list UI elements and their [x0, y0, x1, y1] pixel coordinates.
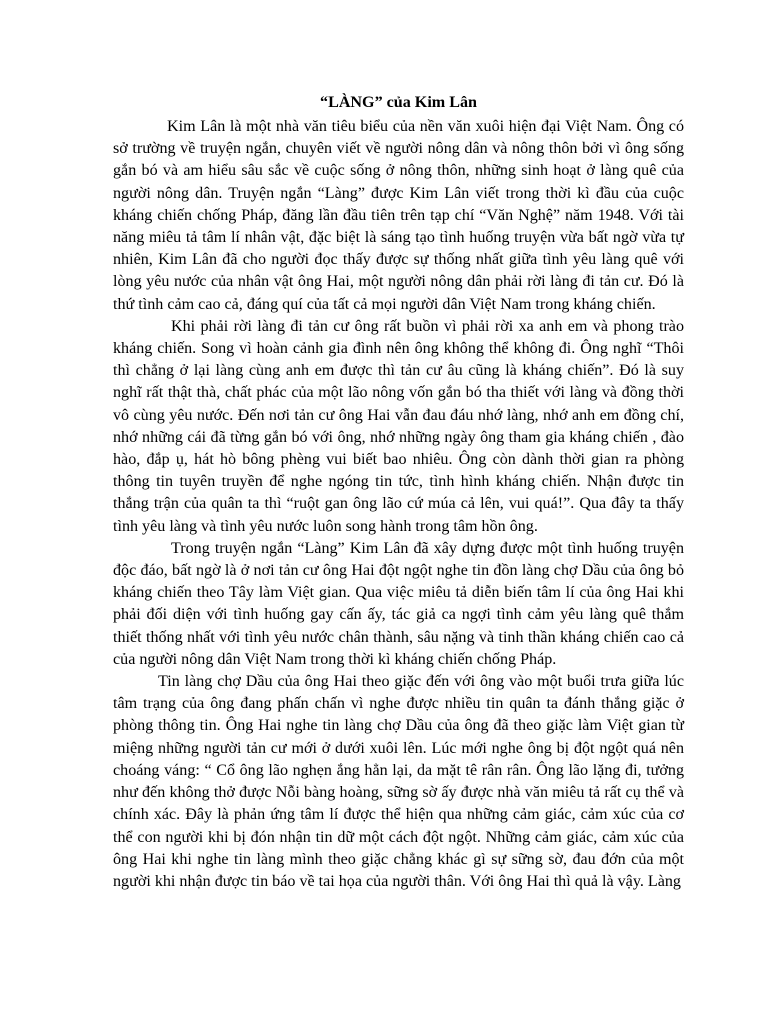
paragraph-intro: Kim Lân là một nhà văn tiêu biểu của nền văn xuôi hiện đại Việt Nam. Ông có sở trường về truyện ngắn, chuyên viết về người nông dân và nông thôn bởi vì ông sống gắn bó và am hiểu sâu sắc về cuộc sống ở nông thôn, những sinh hoạt ở làng quê của người nông dân. Truyện ngắn “Làng” được Kim Lân viết trong thời kì đầu của cuộc kháng chiến chống Pháp, đăng lần đầu tiên trên tạp chí “Văn Nghệ” năm 1948. Với tài năng miêu tả tâm lí nhân vật, đặc biệt là sáng tạo tình huống truyện vừa bất ngờ vừa tự nhiên, Kim Lân đã cho người đọc thấy được sự thống nhất giữa tình yêu làng quê với lòng yêu nước của nhân vật ông Hai, một người nông dân phải rời làng đi tản cư. Đó là thứ tình cảm cao cả, đáng quí của tất cả mọi người dân Việt Nam trong kháng chiến.	[113, 118, 684, 313]
paragraph-situation: Trong truyện ngắn “Làng” Kim Lân đã xây dựng được một tình huống truyện độc đáo, bất ngờ là ở nơi tản cư ông Hai đột ngột nghe tin đồn làng chợ Dầu của ông bỏ kháng chiến theo Tây làm Việt gian. Qua việc miêu tả diễn biến tâm lí của ông Hai khi phải đối diện với tình huống gay cấn ấy, tác giả ca ngợi tình cảm yêu làng quê thắm thiết thống nhất với tình yêu nước chân thành, sâu nặng và tinh thần kháng chiến cao cả của người nông dân Việt Nam trong thời kì kháng chiến chống Pháp.	[113, 539, 684, 668]
document-page	[113, 92, 684, 893]
paragraph-news: Tin làng chợ Dầu của ông Hai theo giặc đến với ông vào một buổi trưa giữa lúc tâm trạng của ông đang phấn chấn vì nghe được nhiều tin quân ta đánh thắng giặc ở phòng thông tin. Ông Hai nghe tin làng chợ Dầu của ông đã theo giặc làm Việt gian từ miệng những người tản cư mới ở dưới xuôi lên. Lúc mới nghe ông bị đột ngột quá nên choáng váng: “ Cổ ông lão nghẹn ắng hẳn lại, da mặt tê rân rân. Ông lão lặng đi, tưởng như đến không thở được Nỗi bàng hoàng, sững sờ ấy được nhà văn miêu tả rất cụ thể và chính xác. Đây là phản ứng tâm lí được thể hiện qua những cảm giác, cảm xúc của cơ thể con người khi bị đón nhận tin dữ một cách đột ngột. Những cảm giác, cảm xúc của ông Hai khi nghe tin làng mình theo giặc chẳng khác gì sự sững sờ, đau đớn của một người khi nhận được tin báo về tai họa của người thân. Với ông Hai thì quả là vậy. Làng	[113, 673, 684, 890]
document-title: “LÀNG” của Kim Lân	[320, 94, 477, 111]
paragraph-evacuation: Khi phải rời làng đi tản cư ông rất buồn vì phải rời xa anh em và phong trào kháng chiến. Song vì hoàn cảnh gia đình nên ông không thể không đi. Ông nghĩ “Thôi thì chẳng ở lại làng cùng anh em được thì tản cư âu cũng là kháng chiến”. Đó là suy nghĩ rất thật thà, chất phác của một lão nông vốn gắn bó tha thiết với làng và đồng thời vô cùng yêu nước. Đến nơi tản cư ông Hai vẫn đau đáu nhớ làng, nhớ anh em đồng chí, nhớ những cái đã từng gắn bó với ông, nhớ những ngày ông tham gia kháng chiến , đào hào, đắp ụ, hát hò bông phèng vui biết bao nhiêu. Ông còn dành thời gian ra phòng thông tin tuyên truyền để nghe ngóng tin tức, tình hình kháng chiến. Nhận được tin thắng trận của quân ta thì “ruột gan ông lão cứ múa cả lên, vui quá!”. Qua đây ta thấy tình yêu làng và tình yêu nước luôn song hành trong tâm hồn ông.	[113, 317, 684, 535]
